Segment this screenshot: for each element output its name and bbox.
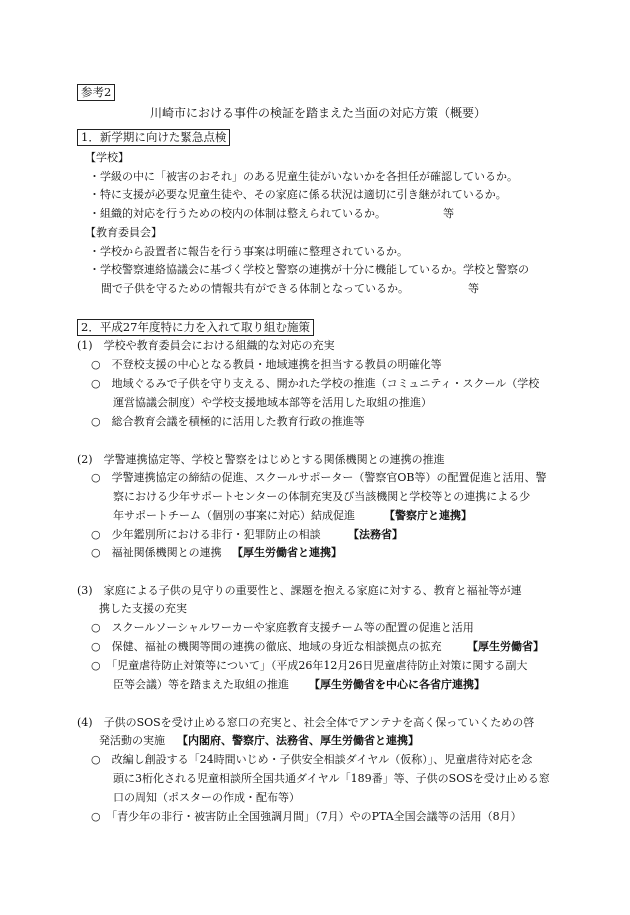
list-item: ・組織的対応を行うための校内の体制は整えられているか。	[89, 207, 386, 220]
list-item: ○ 総合教育会議を積極的に活用した教育行政の推進等	[91, 415, 365, 428]
list-item: ○ 改編し創設する「24時間いじめ・子供安全相談ダイヤル（仮称）」、児童虐待対応を念	[91, 753, 533, 766]
list-item: ○ 地域ぐるみで子供を守り支える、開かれた学校の推進（コミュニティ・スクール（学校	[91, 377, 540, 390]
group2-heading: (2) 学警連携協定等、学校と警察をはじめとする関係機関との連携の推進	[77, 453, 445, 466]
group4-heading-cont: 発活動の実施	[99, 734, 165, 747]
list-item-cont: 頭に3桁化される児童相談所全国共通ダイヤル「189番」等、子供のSOSを受け止める窓	[113, 772, 550, 785]
list-item-cont: 臣等会議）等を踏まえた取組の推進	[113, 678, 289, 691]
list-item: ○ 学警連携協定の締結の促進、スクールサポーター（警察官OB等）の配置促進と活用、警	[91, 471, 547, 484]
list-item: ・学校警察連絡協議会に基づく学校と警察の連携が十分に機能しているか。学校と警察の	[89, 263, 529, 276]
section2-heading: 2．平成27年度特に力を入れて取り組む施策	[77, 319, 314, 336]
list-item: ○ 少年鑑別所における非行・犯罪防止の相談	[91, 528, 321, 541]
group1-heading: (1) 学校や教育委員会における組織的な対応の充実	[77, 339, 335, 352]
list-item-etc: 等	[468, 282, 479, 295]
list-item: ・学校から設置者に報告を行う事案は明確に整理されているか。	[89, 245, 408, 258]
ministry-tag: 【厚生労働省】	[467, 640, 544, 653]
reference-label: 参考2	[77, 84, 115, 101]
list-item-etc: 等	[443, 207, 454, 220]
list-item-cont: 口の周知（ポスターの作成・配布等）	[113, 791, 300, 804]
list-item: ○ 保健、福祉の機関等間の連携の徹底、地域の身近な相談拠点の拡充	[91, 640, 442, 653]
ministry-tag: 【厚生労働省を中心に各省庁連携】	[309, 678, 485, 691]
group4-heading: (4) 子供のSOSを受け止める窓口の充実と、社会全体でアンテナを高く保っていくための啓	[77, 716, 535, 729]
list-item: ○ 不登校支援の中心となる教員・地域連携を担当する教員の明確化等	[91, 358, 442, 371]
page-title: 川崎市における事件の検証を踏まえた当面の対応方策（概要）	[150, 106, 487, 120]
list-item: ○ 「青少年の非行・被害防止全国強調月間」（7月）やのPTA全国会議等の活用（8月）	[91, 810, 522, 823]
ministry-tag: 【法務省】	[348, 528, 403, 541]
ministry-tag: 【厚生労働省と連携】	[232, 546, 342, 559]
list-item: ○ 「児童虐待防止対策等について」（平成26年12月26日児童虐待防止対策に関する副大	[91, 659, 528, 672]
list-item-cont: 察における少年サポートセンターの体制充実及び当該機関と学校等との連携による少	[113, 490, 531, 503]
group3-heading: (3) 家庭による子供の見守りの重要性と、課題を抱える家庭に対する、教育と福祉等が連	[77, 584, 522, 597]
list-item-cont: 年サポートチーム（個別の事案に対応）結成促進	[113, 509, 355, 522]
school-label: 【学校】	[85, 151, 129, 164]
list-item: ○ 福祉関係機関との連携	[91, 546, 222, 559]
ministry-tag: 【警察庁と連携】	[384, 509, 472, 522]
list-item: ・特に支援が必要な児童生徒や、その家庭に係る状況は適切に引き継がれているか。	[89, 188, 507, 201]
list-item: ○ スクールソーシャルワーカーや家庭教育支援チーム等の配置の促進と活用	[91, 621, 474, 634]
ministry-tag: 【内閣府、警察庁、法務省、厚生労働省と連携】	[177, 734, 419, 747]
group3-heading-cont: 携した支援の充実	[99, 602, 187, 615]
board-label: 【教育委員会】	[85, 226, 162, 239]
section1-heading: 1．新学期に向けた緊急点検	[77, 129, 230, 146]
list-item: ・学級の中に「被害のおそれ」のある児童生徒がいないかを各担任が確認しているか。	[89, 170, 518, 183]
list-item-cont: 間で子供を守るための情報共有ができる体制となっているか。	[101, 282, 409, 295]
list-item-cont: 運営協議会制度）や学校支援地域本部等を活用した取組の推進）	[113, 396, 432, 409]
